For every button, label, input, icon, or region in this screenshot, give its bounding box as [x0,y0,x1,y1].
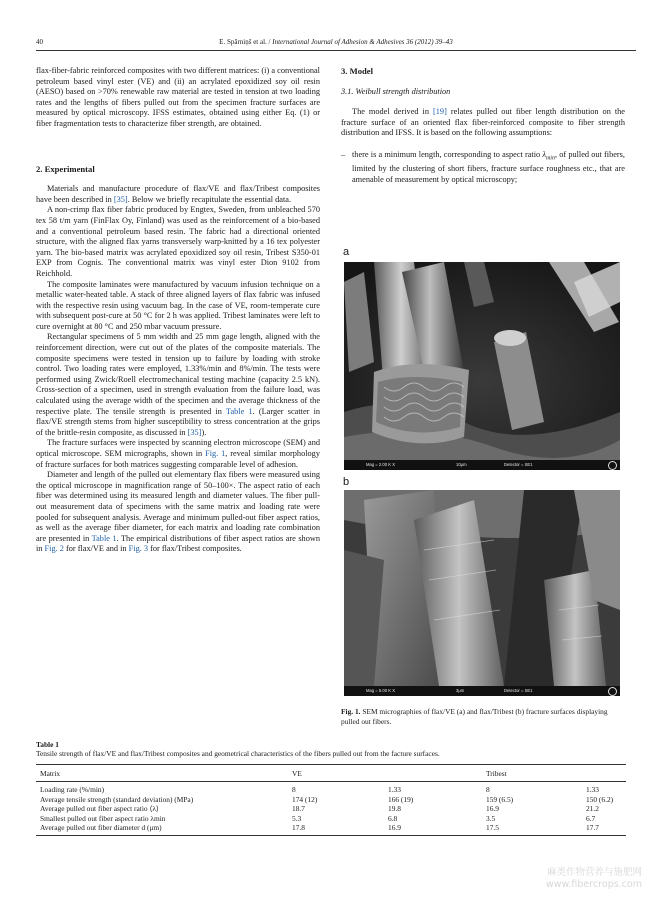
experimental-paragraph-2: A non-crimp flax fiber fabric produced by Engtex, Sweden, from unbleached 570 tex 58 t/m yarn (FinFlax Oy, Finland) was used as the reinforcement of a bio-based and a conventional petroleum based resin. The fabric had a directional oriented structure, with the aligned flax yarns transversely warp-knitted by a 16 tex polyester yarn. The bio-based matrix was acrylated epoxidized soy oil resin, Tribest S350-01 EXP from Cognis. The conventional matrix was vinyl ester Dion 9102 from Reichhold. [36,205,320,278]
sem-image-a [344,262,620,460]
site-watermark: 麻类作物营养与施肥网 www.fibercrops.com [545,867,642,890]
panel-b-label: b [343,476,350,488]
page-number: 40 [36,38,43,46]
table-row: Average tensile strength (standard deviation) (MPa) 174 (12) 166 (19) 159 (6.5) 150 (6.2) [40,794,614,804]
experimental-paragraph-1: Materials and manufacture procedure of flax/VE and flax/Tribest composites have been described in [35]. Below we briefly recapitulate the essential data. [36,184,320,204]
sem-image-b [344,490,620,686]
left-column [36,66,320,555]
table-header-row: Matrix VE Tribest [40,768,507,778]
subsection-title: 3.1. Weibull strength distribution [341,86,451,96]
assumption-text: there is a minimum length, corresponding to aspect ratio $\lambda_{min}$, of pulled out fibers, limited by the clustering of short fibers, fracture surface roughness etc., that are amenable of measurement by optical microscopy; [352,149,625,184]
figure-caption: Fig. 1. SEM micrographies of flax/VE (a) and flax/Tribest (b) fracture surfaces displaying pulled out fibers. [341,707,608,726]
figure-link[interactable]: Fig. 2 [44,544,64,554]
assumption-list-item [341,150,625,185]
micrograph-info-bar-b: Mag = 5.00 K X 3μm Detector = SE1 [344,686,620,696]
table-1 [36,740,626,836]
sem-micrograph-a [344,262,620,470]
intro-paragraph: flax-fiber-fabric reinforced composites with two different matrices: (i) a conventional petroleum based vinyl ester (VE) and (ii) an acrylated epoxidized soy oil resin (AESO) based on >70% renewable raw material are tested in tension at two loading rates and the lengths of fibers pulled out from the specimen fracture surfaces are measured by optical microscopy. IFSS estimates, obtained using either Eq. (1) or fiber fragmentation tests to characterize fiber strength, are obtained. [36,66,320,128]
experimental-paragraph-3: The composite laminates were manufactured by vacuum infusion technique on a metallic water-heated table. A stack of three aligned layers of flax fabric was infused with the respective resin using vacuum bag. In the case of VE, room-temperate cure with subsequent post-cure at 50 °C for 2 h was applied. Tribest laminates were left to cure overnight at 80 °C and 250 mbar vacuum pressure. [36,279,320,331]
right-column [341,66,625,185]
experimental-paragraph-4: Rectangular specimens of 5 mm width and 25 mm gage length, aligned with the reinforcement direction, were cut out of the plates of the composite materials. The composite specimens were tested in tension up to failure by loading with stroke control. Two loading rates were employed, 1.33%/min and 8%/min. The tests were performed using Zwick/Roell electromechanical testing machine (capacity 2.5 kN). Cross-section of a specimen, used in strength evaluation from the failure load, was calculated using the average width of the specimen and the average thickness of the respective plate. The tensile strength is presented in Table 1. (Larger scatter in flax/VE strength stems from higher susceptibility to stress concentration at the grips of the brittle-resin composite, as discussed in [35]). [36,332,321,437]
micrograph-info-bar-a: Mag = 2.00 K X 10μm Detector = SE1 [344,460,620,470]
section-3-title: 3. Model [341,66,373,76]
journal-citation: E. Spārniņš et al. / International Journal of Adhesion & Adhesives 36 (2012) 39–43 [219,38,453,46]
table-label: Table 1 [36,740,59,749]
table-row: Loading rate (%/min) 8 1.33 8 1.33 [40,785,599,795]
section-2-title: 2. Experimental [36,163,95,174]
figure-link[interactable]: Fig. 1 [205,449,226,458]
logo-icon [608,687,617,696]
figure-link[interactable]: Fig. 3 [128,544,149,554]
sem-micrograph-b [344,490,620,696]
table-row: Smallest pulled out fiber aspect ratio λmin 5.3 6.8 3.5 6.7 [40,813,596,823]
ref-link[interactable]: [35] [187,427,202,437]
panel-a-label: a [343,246,350,258]
header-rule [36,50,636,51]
logo-icon [608,461,617,470]
data-table [36,764,626,836]
model-paragraph: The model derived in [19] relates pulled out fiber length distribution on the fracture surface of an oriented flax fiber-reinforced composite to fiber strength distribution and IFSS. It is based on the following assumptions: [341,107,625,138]
table-row: Average pulled out fiber diameter d (μm) 17.8 16.9 17.5 17.7 [40,823,599,833]
ref-link[interactable]: [19] [433,107,447,117]
experimental-paragraph-5: The fracture surfaces were inspected by scanning electron microscope (SEM) and optical microscope. SEM micrographs, shown in Fig. 1, reveal similar morphology of fracture surfaces for both matrices suggesting comparable level of adhesion. [36,438,320,469]
table-row: Average pulled out fiber aspect ratio ⟨λ⟩ 18.7 19.8 16.9 21.2 [40,804,599,814]
experimental-paragraph-6: Diameter and length of the pulled out elementary flax fibers were measured using the optical microscope in magnification range of 50–100×. The aspect ratio of each fiber was determined using its measured length and diameter values. The fiber pull-out measurement data of specimens with the same matrix and loading rate were pooled for subsequent analysis. Average and minimum pulled-out fiber aspect ratios, as well as the average fiber diameter, for each matrix and loading rate combination are presented in Table 1. The empirical distributions of fiber aspect ratios are shown in Fig. 2 for flax/VE and in Fig. 3 for flax/Tribest composites. [36,470,320,554]
list-dash: – [341,149,346,159]
table-link[interactable]: Table 1 [225,406,253,416]
table-link[interactable]: Table 1 [91,533,117,543]
table-caption: Tensile strength of flax/VE and flax/Tribest composites and geometrical characteristics of the fibers pulled out from the facture surfaces. [36,749,440,759]
ref-link[interactable]: [35] [113,194,128,204]
